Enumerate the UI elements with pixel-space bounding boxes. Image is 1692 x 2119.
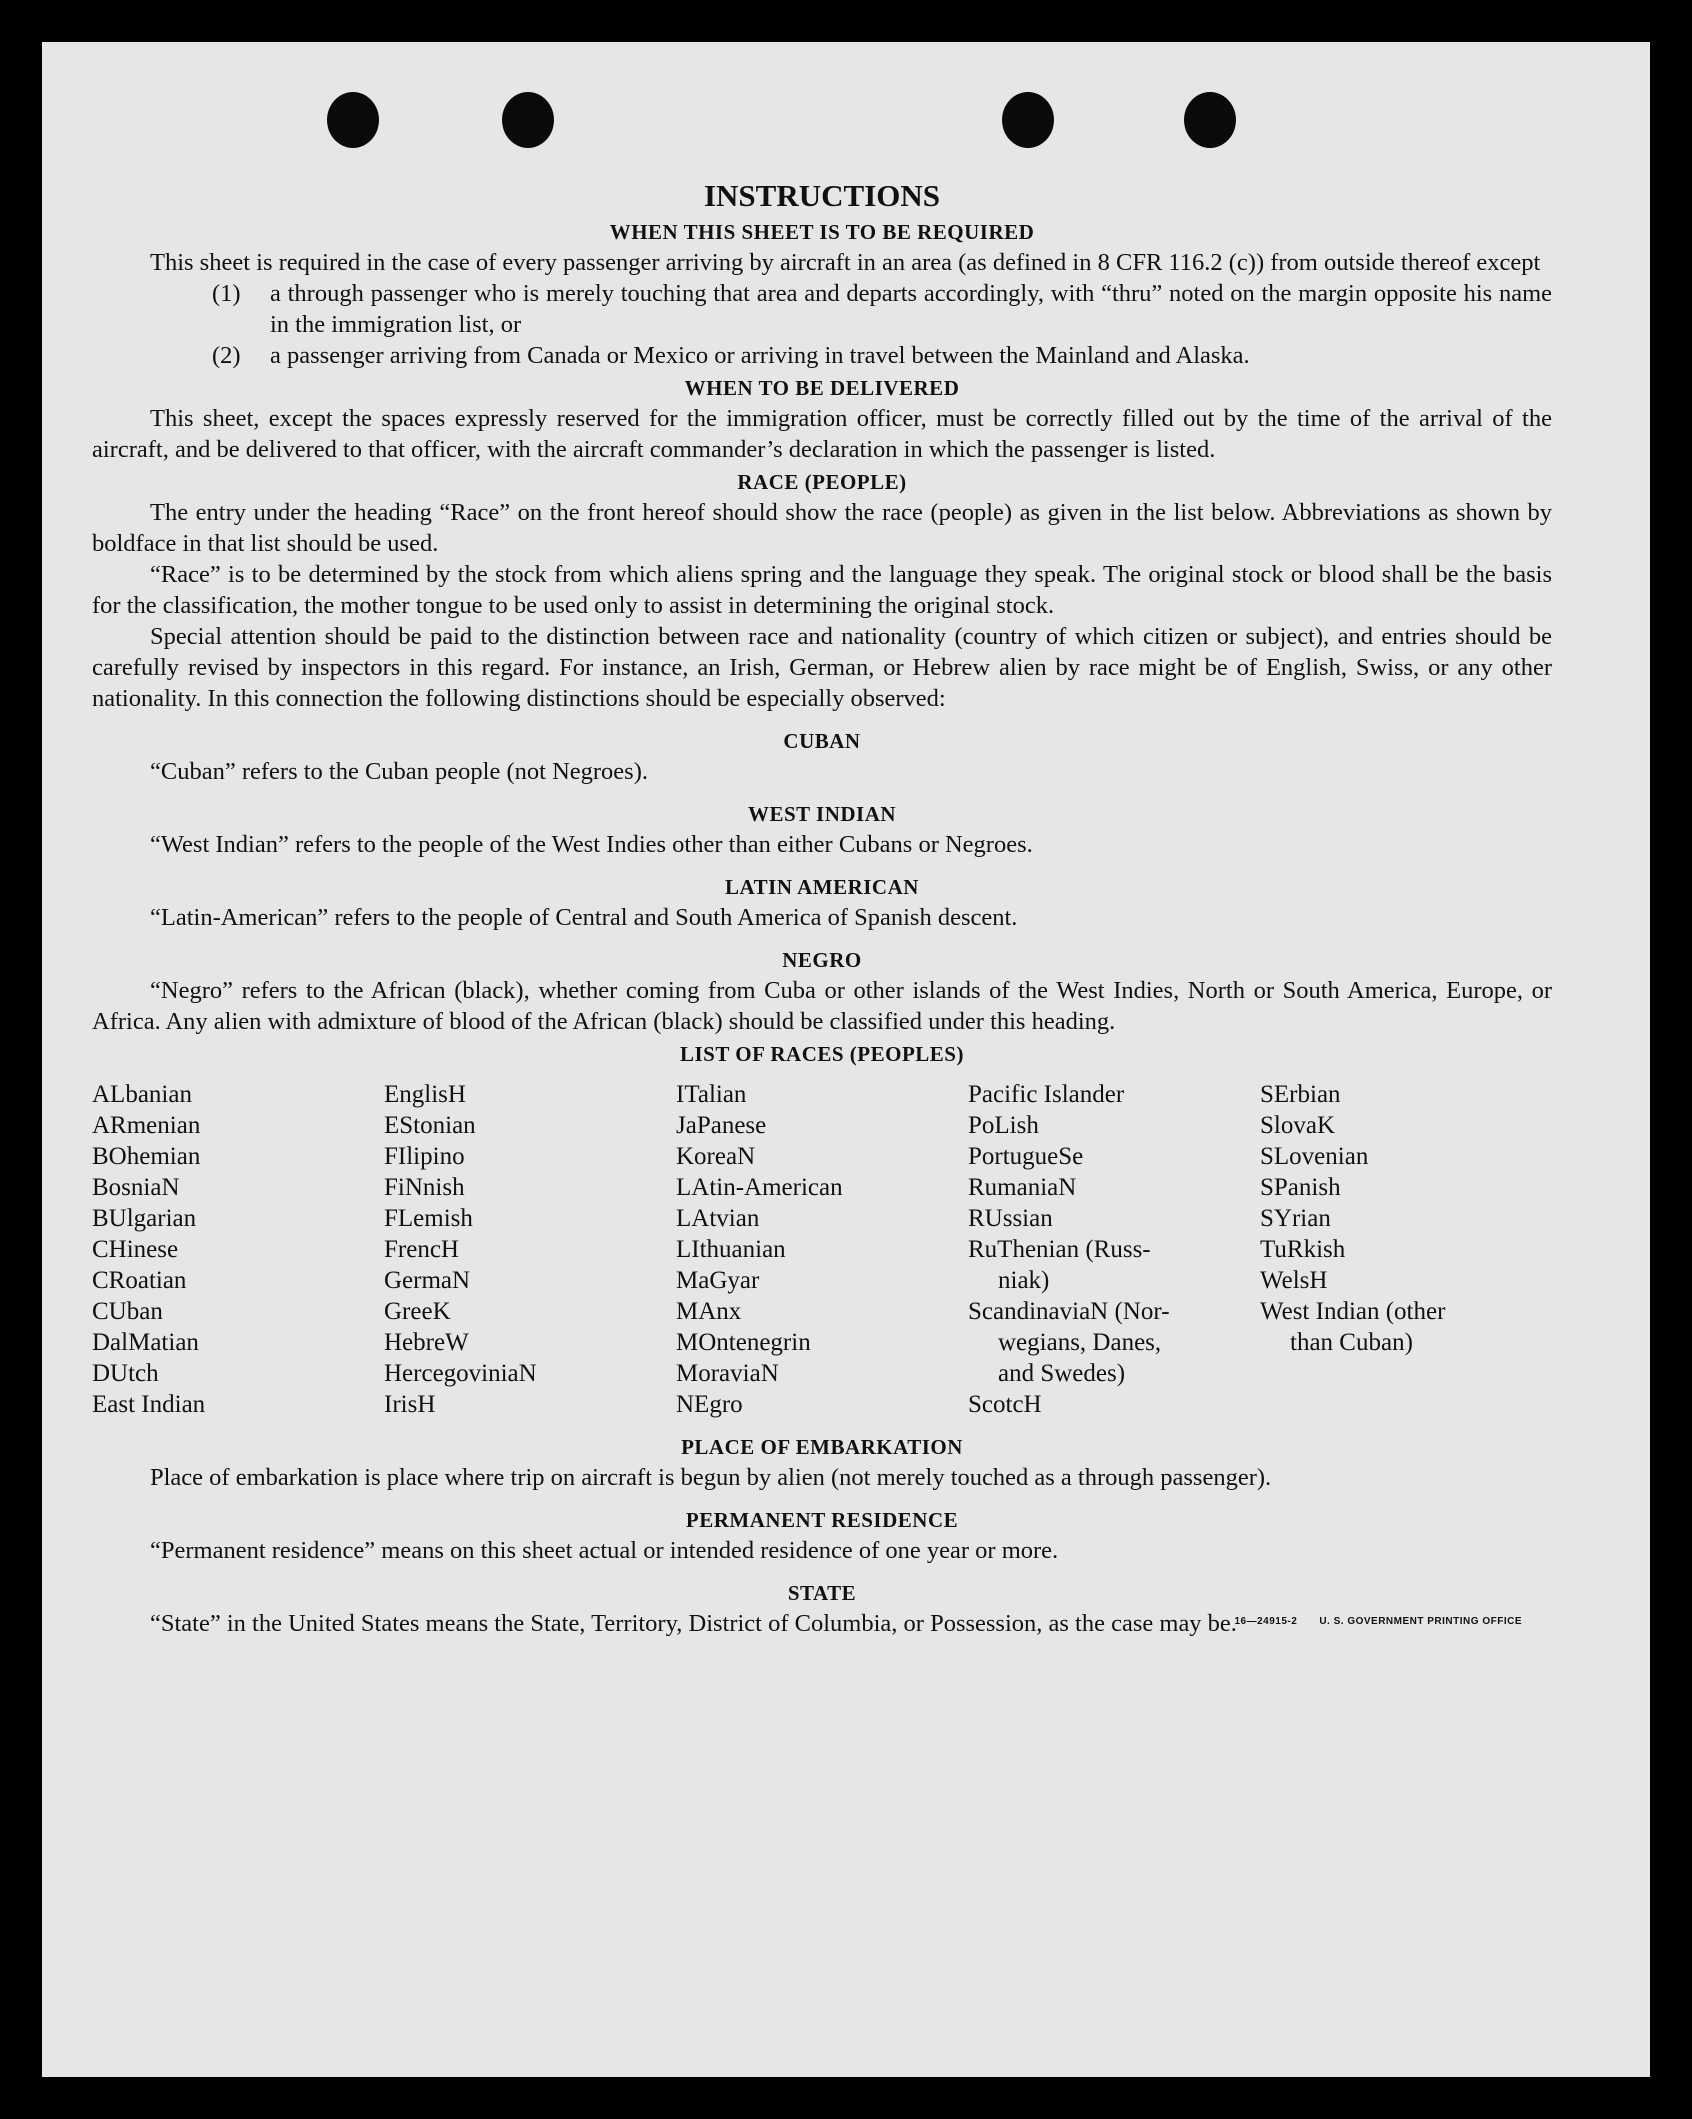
race-entry: FLemish [384,1205,473,1232]
race-entry: CHinese [92,1236,179,1263]
heading-when-required: WHEN THIS SHEET IS TO BE REQUIRED [609,220,1035,244]
race-paragraph-3: Special attention should be paid to the distinction between race and nationality (country of which citizen or subject), and entries should be carefully revised by inspectors in this regard. For instance, an Irish, German, or Hebrew alien by race might be of English, Swiss, or any other nationality. In this connection the following distinctions should be especially observed: [92,623,1552,712]
race-entry: NEgro [676,1391,743,1418]
heading-west-indian: WEST INDIAN [747,802,897,826]
race-entry: DalMatian [92,1329,199,1356]
race-entry: HebreW [384,1329,469,1356]
race-entry: ScandinaviaN (Nor- [968,1298,1170,1325]
race-entry: SlovaK [1260,1112,1335,1139]
race-entry: and Swedes) [998,1360,1126,1387]
race-entry: SLovenian [1260,1143,1369,1170]
exception-text: a passenger arriving from Canada or Mexico or arriving in travel between the Mainland and Alaska. [270,342,1250,369]
races-column [968,1079,1260,1420]
race-entry: MAnx [676,1298,742,1325]
heading-cuban: CUBAN [783,729,861,753]
race-entry: PortugueSe [968,1143,1084,1170]
race-entry: JaPanese [676,1112,767,1139]
races-list [92,1079,1552,1420]
race-entry: SErbian [1260,1081,1341,1108]
race-entry: HercegoviniaN [384,1360,537,1387]
race-entry: ITalian [676,1081,747,1108]
race-entry: IrisH [384,1391,436,1418]
race-entry: ScotcH [968,1391,1042,1418]
race-entry: MOntenegrin [676,1329,811,1356]
latin-american-text: “Latin-American” refers to the people of Central and South America of Spanish descent. [150,904,1018,931]
race-entry: WelsH [1260,1267,1328,1294]
race-entry: BosniaN [92,1174,180,1201]
race-entry: than Cuban) [1290,1329,1413,1356]
cuban-text: “Cuban” refers to the Cuban people (not Negroes). [150,758,648,785]
race-entry: EStonian [384,1112,476,1139]
race-entry: EnglisH [384,1081,466,1108]
exception-number: (2) [212,342,241,369]
race-entry: CRoatian [92,1267,187,1294]
race-entry: West Indian (other [1260,1298,1446,1325]
race-entry: RuThenian (Russ- [968,1236,1151,1263]
page-title: INSTRUCTIONS [703,178,940,213]
heading-race: RACE (PEOPLE) [737,470,907,494]
race-entry: FrencH [384,1236,459,1263]
punch-hole [1184,92,1236,148]
residence-text: “Permanent residence” means on this sheet actual or intended residence of one year or more. [150,1537,1059,1564]
race-entry: RumaniaN [968,1174,1077,1201]
required-text: This sheet is required in the case of every passenger arriving by aircraft in an area (as defined in 8 CFR 116.2 (c)) from outside thereof except [150,249,1541,276]
heading-when-delivered: WHEN TO BE DELIVERED [684,376,960,400]
race-entry: SYrian [1260,1205,1331,1232]
race-entry: FIlipino [384,1143,465,1170]
race-entry: BUlgarian [92,1205,197,1232]
race-entry: LIthuanian [676,1236,786,1263]
delivered-text: This sheet, except the spaces expressly reserved for the immigration officer, must be correctly filled out by the time of the arrival of the aircraft, and be delivered to that officer, with the aircraft commander’s declaration in which the passenger is listed. [92,405,1552,463]
races-column [676,1079,968,1420]
race-entry: GermaN [384,1267,471,1294]
race-entry: DUtch [92,1360,159,1387]
embarkation-text: Place of embarkation is place where trip on aircraft is begun by alien (not merely touched as a through passenger). [150,1464,1272,1491]
printer-imprint [1212,1606,1522,1637]
race-entry: SPanish [1260,1174,1341,1201]
race-entry: niak) [998,1267,1050,1294]
heading-permanent-residence: PERMANENT RESIDENCE [685,1508,959,1532]
race-entry: TuRkish [1260,1236,1346,1263]
exception-item [92,278,1552,340]
race-entry: ALbanian [92,1081,192,1108]
race-entry: Pacific Islander [968,1081,1125,1108]
punch-hole [1002,92,1054,148]
races-column [92,1079,384,1420]
heading-list-of-races: LIST OF RACES (PEOPLES) [680,1042,964,1066]
heading-state: STATE [787,1581,857,1605]
races-column [384,1079,676,1420]
document-sheet [42,42,1650,2077]
race-entry: GreeK [384,1298,451,1325]
exception-item [92,340,1552,371]
instructions-content [92,177,1552,1639]
heading-embarkation: PLACE OF EMBARKATION [681,1435,963,1459]
races-column [1260,1079,1552,1420]
race-entry: ARmenian [92,1112,201,1139]
heading-latin-american: LATIN AMERICAN [725,875,919,899]
state-footer-row [92,1608,1552,1639]
race-paragraph-1: The entry under the heading “Race” on the front hereof should show the race (people) as given in the list below. Abbreviations as shown by boldface in that list should be used. [92,499,1552,557]
race-entry: KoreaN [676,1143,756,1170]
printer-name: U. S. GOVERNMENT PRINTING OFFICE [1319,1616,1522,1627]
race-entry: MoraviaN [676,1360,779,1387]
negro-text: “Negro” refers to the African (black), whether coming from Cuba or other islands of the West Indies, North or South America, Europe, or Africa. Any alien with admixture of blood of the African (black) should be classified under this heading. [92,977,1552,1035]
exception-number: (1) [212,280,241,307]
west-indian-text: “West Indian” refers to the people of the West Indies other than either Cubans or Negroes. [150,831,1033,858]
race-paragraph-2: “Race” is to be determined by the stock from which aliens spring and the language they speak. The original stock or blood shall be the basis for the classification, the mother tongue to be used only to assist in determining the original stock. [92,561,1552,619]
race-entry: PoLish [968,1112,1039,1139]
heading-negro: NEGRO [782,948,862,972]
race-entry: LAtin-American [676,1174,843,1201]
state-text: “State” in the United States means the State, Territory, District of Columbia, or Possession, as the case may be. [150,1610,1237,1637]
race-entry: LAtvian [676,1205,760,1232]
race-entry: BOhemian [92,1143,201,1170]
exception-text: a through passenger who is merely touching that area and departs accordingly, with “thru” noted on the margin opposite his name in the immigration list, or [270,280,1552,338]
form-number: 16—24915-2 [1234,1616,1298,1627]
race-entry: FiNnish [384,1174,465,1201]
punch-hole [502,92,554,148]
race-entry: CUban [92,1298,163,1325]
race-entry: MaGyar [676,1267,760,1294]
race-entry: East Indian [92,1391,206,1418]
race-entry: RUssian [968,1205,1053,1232]
punch-hole [327,92,379,148]
race-entry: wegians, Danes, [998,1329,1162,1356]
